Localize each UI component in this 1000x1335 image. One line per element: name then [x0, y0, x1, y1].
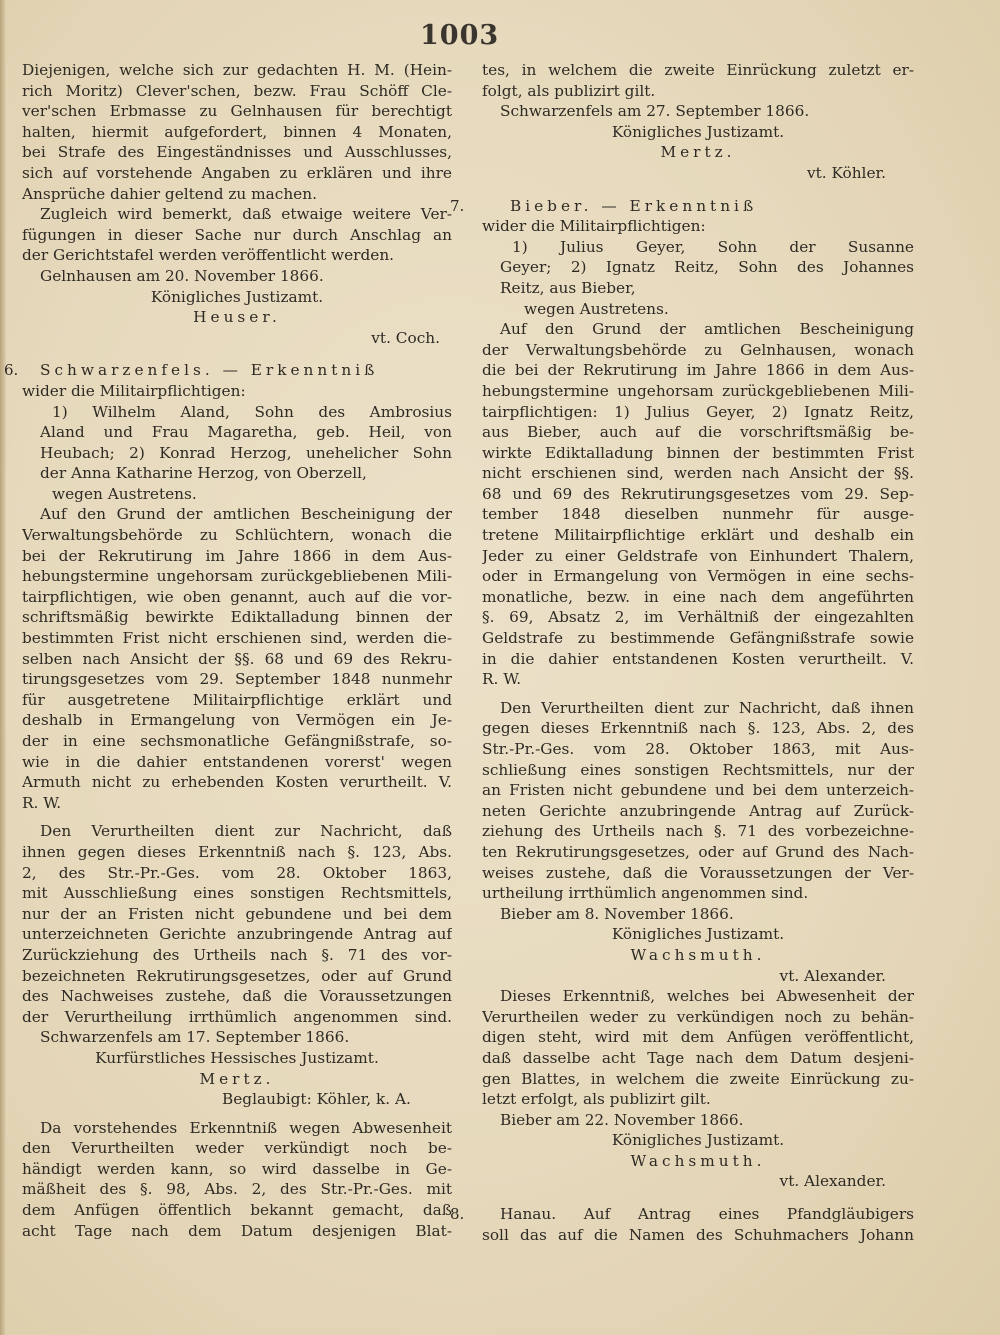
text-line: 1) Julius Geyer, Sohn der Susanne	[512, 237, 914, 256]
text-line: 1) Wilhelm Aland, Sohn des Ambrosius	[52, 402, 452, 421]
page-edge	[0, 0, 6, 1335]
text-line: wider die Militairpflichtigen:	[482, 217, 706, 236]
text-line: bei Strafe des Eingeständnisses und Ausschlusses,	[22, 143, 452, 162]
text-line: Zugleich wird bemerkt, daß etwaige weitere Ver-	[40, 205, 452, 224]
text-line: letzt erfolgt, als publizirt gilt.	[482, 1090, 711, 1109]
section-title: Schwarzenfels. — Erkenntniß	[40, 361, 379, 380]
text-line: tes, in welchem die zweite Einrückung zuletzt er-	[482, 61, 914, 79]
text-line: sich auf vorstehende Angaben zu erklären und ihre	[22, 163, 452, 182]
text-line: deshalb in Ermangelung von Vermögen ein Je-	[22, 711, 452, 730]
text-line: Str.-Pr.-Ges. vom 28. Oktober 1863, mit Aus-	[482, 740, 914, 758]
text-line: ziehung des Urtheils nach §. 71 des vorbezeichne-	[482, 822, 914, 841]
text-line: Geldstrafe zu bestimmende Gefängnißstrafe sowie	[482, 629, 914, 648]
text-line: 68 und 69 des Rekrutirungsgesetzes vom 29. Sep-	[482, 484, 914, 503]
text-line: Armuth nicht zu erhebenden Kosten verurtheilt. V.	[22, 773, 452, 792]
text-line: des Nachweises zustehe, daß die Voraussetzungen	[22, 987, 452, 1006]
signer: Mertz.	[199, 1069, 275, 1088]
text-line: Ansprüche dahier geltend zu machen.	[22, 184, 317, 203]
certification: Beglaubigt: Köhler, k. A.	[222, 1090, 411, 1109]
text-line: neten Gerichte anzubringende Antrag auf Zurück-	[482, 801, 914, 820]
text-line: tirungsgesetzes vom 29. September 1848 nunmehr	[22, 670, 452, 689]
notice-block-clever	[22, 60, 452, 348]
text-line: hebungstermine ungehorsam zurückgebliebenen Mili-	[22, 567, 452, 586]
text-line: in die dahier entstandenen Kosten verurtheilt. V.	[482, 649, 914, 668]
text-line: Auf den Grund der amtlichen Bescheinigung	[500, 320, 914, 339]
text-line: monatliche, bezw. in eine nach dem angeführten	[482, 587, 914, 606]
text-line: tember 1848 dieselben nunmehr für ausge-	[482, 505, 914, 524]
text-line: Da vorstehendes Erkenntniß wegen Abwesenheit	[40, 1118, 452, 1137]
right-column	[450, 60, 914, 1245]
office-line: Kurfürstliches Hessisches Justizamt.	[95, 1048, 379, 1067]
office-line: Königliches Justizamt.	[611, 122, 785, 141]
date-line: Gelnhausen am 20. November 1866.	[40, 266, 324, 285]
text-line: der Verwaltungsbehörde zu Gelnhausen, wonach	[482, 340, 914, 359]
text-line: der Anna Katharine Herzog, von Oberzell,	[40, 464, 367, 483]
text-line: tretene Militairpflichtige erklärt und deshalb ein	[482, 526, 914, 545]
text-line: mäßheit des §. 98, Abs. 2, des Str.-Pr.-Ges. mit	[22, 1180, 452, 1199]
text-line: Diejenigen, welche sich zur gedachten H. M. (Hein-	[22, 61, 452, 79]
text-line: wirkte Ediktalladung binnen der bestimmten Frist	[482, 443, 914, 462]
section-number: 6.	[4, 361, 19, 380]
text-line: Den Verurtheilten dient zur Nachricht, daß ihnen	[500, 698, 914, 717]
text-line: gen Blattes, in welchem die zweite Einrückung zu-	[482, 1069, 914, 1088]
text-line: schließung eines sonstigen Rechtsmittels, nur der	[482, 760, 914, 779]
text-line: gegen dieses Erkenntniß nach §. 123, Abs. 2, des	[482, 719, 914, 738]
text-line: unterzeichneten Gerichte anzubringende Antrag auf	[22, 925, 452, 944]
text-line: nur der an Fristen nicht gebundene und bei dem	[22, 904, 452, 923]
signer: Heuser.	[193, 308, 281, 327]
text-line: fügungen in dieser Sache nur durch Anschlag an	[22, 225, 452, 244]
text-line: Reitz, aus Bieber,	[500, 278, 636, 297]
text-line: Auf den Grund der amtlichen Bescheinigung der	[40, 505, 452, 524]
text-line: den Verurtheilten weder verkündigt noch be-	[22, 1139, 452, 1158]
section-title: Bieber. — Erkenntniß	[510, 196, 758, 215]
date-line: Bieber am 8. November 1866.	[500, 904, 734, 923]
text-line: dem Anfügen öffentlich bekannt gemacht, daß	[22, 1201, 452, 1220]
text-line: rich Moritz) Clever'schen, bezw. Frau Schöff Cle-	[22, 81, 452, 100]
text-line: die bei der Rekrutirung im Jahre 1866 in dem Aus-	[482, 361, 914, 380]
text-line: mit Ausschließung eines sonstigen Rechtsmittels,	[22, 884, 452, 903]
text-line: §. 69, Absatz 2, im Verhältniß der eingezahlten	[482, 608, 914, 627]
text-line: oder in Ermangelung von Vermögen in eine sechs-	[482, 567, 914, 586]
text-line: R. W.	[482, 670, 522, 689]
text-line: wegen Austretens.	[524, 299, 669, 318]
text-line: R. W.	[22, 793, 62, 812]
text-line: 2, des Str.-Pr.-Ges. vom 28. Oktober 1863,	[22, 863, 452, 882]
text-line: daß dasselbe acht Tage nach dem Datum desjeni-	[482, 1048, 914, 1067]
text-line: nicht erschienen sind, werden nach Ansicht der §§.	[482, 464, 914, 483]
section-number: 7.	[450, 196, 465, 215]
date-line: Bieber am 22. November 1866.	[500, 1110, 744, 1129]
section-7	[450, 196, 914, 1193]
text-line: wie in die dahier entstandenen vorerst' wegen	[22, 752, 452, 771]
countersign: vt. Alexander.	[779, 1172, 886, 1191]
text-line: der Verurtheilung irrthümlich angenommen sind.	[22, 1007, 452, 1026]
office-line: Königliches Justizamt.	[611, 925, 785, 944]
text-line: halten, hiermit aufgefordert, binnen 4 Monaten,	[22, 122, 452, 141]
text-line: für ausgetretene Militairpflichtige erklärt und	[22, 690, 452, 709]
countersign: vt. Alexander.	[779, 966, 886, 985]
text-line: der Gerichtstafel werden veröffentlicht werden.	[22, 246, 395, 265]
text-line: bestimmten Frist nicht erschienen sind, werden die-	[22, 629, 452, 648]
section-8	[450, 1204, 914, 1245]
text-line: an Fristen nicht gebundene und bei dem unterzeich-	[482, 781, 914, 800]
text-line: Zurückziehung des Urtheils nach §. 71 des vor-	[22, 945, 452, 964]
text-line: acht Tage nach dem Datum desjenigen Blat-	[22, 1221, 452, 1240]
text-line: Verurtheilen weder zu verkündigen noch zu behän-	[482, 1007, 914, 1026]
text-line: soll das auf die Namen des Schuhmachers Johann	[482, 1225, 914, 1244]
text-line: weises zustehe, daß die Voraussetzungen der Ver-	[482, 863, 914, 882]
text-line: der in eine sechsmonatliche Gefängnißstrafe, so-	[22, 732, 452, 750]
text-line: Heubach; 2) Konrad Herzog, unehelicher Sohn	[40, 443, 452, 462]
text-line: folgt, als publizirt gilt.	[482, 81, 656, 100]
text-line: wegen Austretens.	[52, 484, 197, 503]
signer: Wachsmuth.	[630, 945, 766, 964]
text-line: aus Bieber, auch auf die vorschriftsmäßig be-	[482, 423, 914, 442]
text-line: schriftsmäßig bewirkte Ediktalladung binnen der	[22, 608, 452, 627]
text-line: Jeder zu einer Geldstrafe von Einhundert Thalern,	[482, 546, 914, 565]
countersign: vt. Köhler.	[806, 163, 886, 182]
signer: Wachsmuth.	[630, 1151, 766, 1170]
signer: Mertz.	[660, 143, 736, 162]
section-number: 8.	[450, 1205, 465, 1224]
page-number: 1003	[420, 20, 500, 51]
office-line: Königliches Justizamt.	[611, 1131, 785, 1150]
text-line: bei der Rekrutirung im Jahre 1866 in dem Aus-	[22, 546, 452, 565]
text-line: Aland und Frau Magaretha, geb. Heil, von	[40, 423, 452, 442]
date-line: Schwarzenfels am 27. September 1866.	[500, 102, 810, 121]
text-line: Hanau. Auf Antrag eines Pfandgläubigers	[500, 1205, 914, 1224]
text-line: digen steht, wird mit dem Anfügen veröffentlicht,	[482, 1028, 914, 1047]
text-line: hebungstermine ungehorsam zurückgebliebenen Mili-	[482, 381, 914, 400]
text-line: Den Verurtheilten dient zur Nachricht, daß	[40, 822, 452, 841]
text-line: Geyer; 2) Ignatz Reitz, Sohn des Johannes	[500, 258, 914, 277]
text-line: Dieses Erkenntniß, welches bei Abwesenheit der	[500, 987, 914, 1006]
left-column	[4, 60, 452, 1241]
section-6-continued	[482, 60, 914, 184]
section-6	[4, 360, 452, 1241]
countersign: vt. Coch.	[371, 328, 440, 347]
text-line: ihnen gegen dieses Erkenntniß nach §. 123, Abs.	[22, 842, 452, 861]
text-line: selben nach Ansicht der §§. 68 und 69 des Rekru-	[22, 649, 452, 668]
text-line: tairpflichtigen: 1) Julius Geyer, 2) Ignatz Reitz,	[482, 402, 914, 421]
text-line: bezeichneten Rekrutirungsgesetzes, oder auf Grund	[22, 966, 452, 985]
text-line: wider die Militairpflichtigen:	[22, 381, 246, 400]
text-line: ten Rekrutirungsgesetzes, oder auf Grund des Nach-	[482, 842, 914, 861]
text-line: Verwaltungsbehörde zu Schlüchtern, wonach die	[22, 526, 452, 545]
text-line: händigt werden kann, so wird dasselbe in Ge-	[22, 1159, 452, 1178]
text-line: ver'schen Erbmasse zu Gelnhausen für berechtigt	[22, 102, 452, 121]
date-line: Schwarzenfels am 17. September 1866.	[40, 1028, 350, 1047]
office-line: Königliches Justizamt.	[150, 287, 324, 306]
text-line: urtheilung irrthümlich angenommen sind.	[482, 884, 809, 903]
text-line: tairpflichtigen, wie oben genannt, auch auf die vor-	[22, 587, 452, 606]
